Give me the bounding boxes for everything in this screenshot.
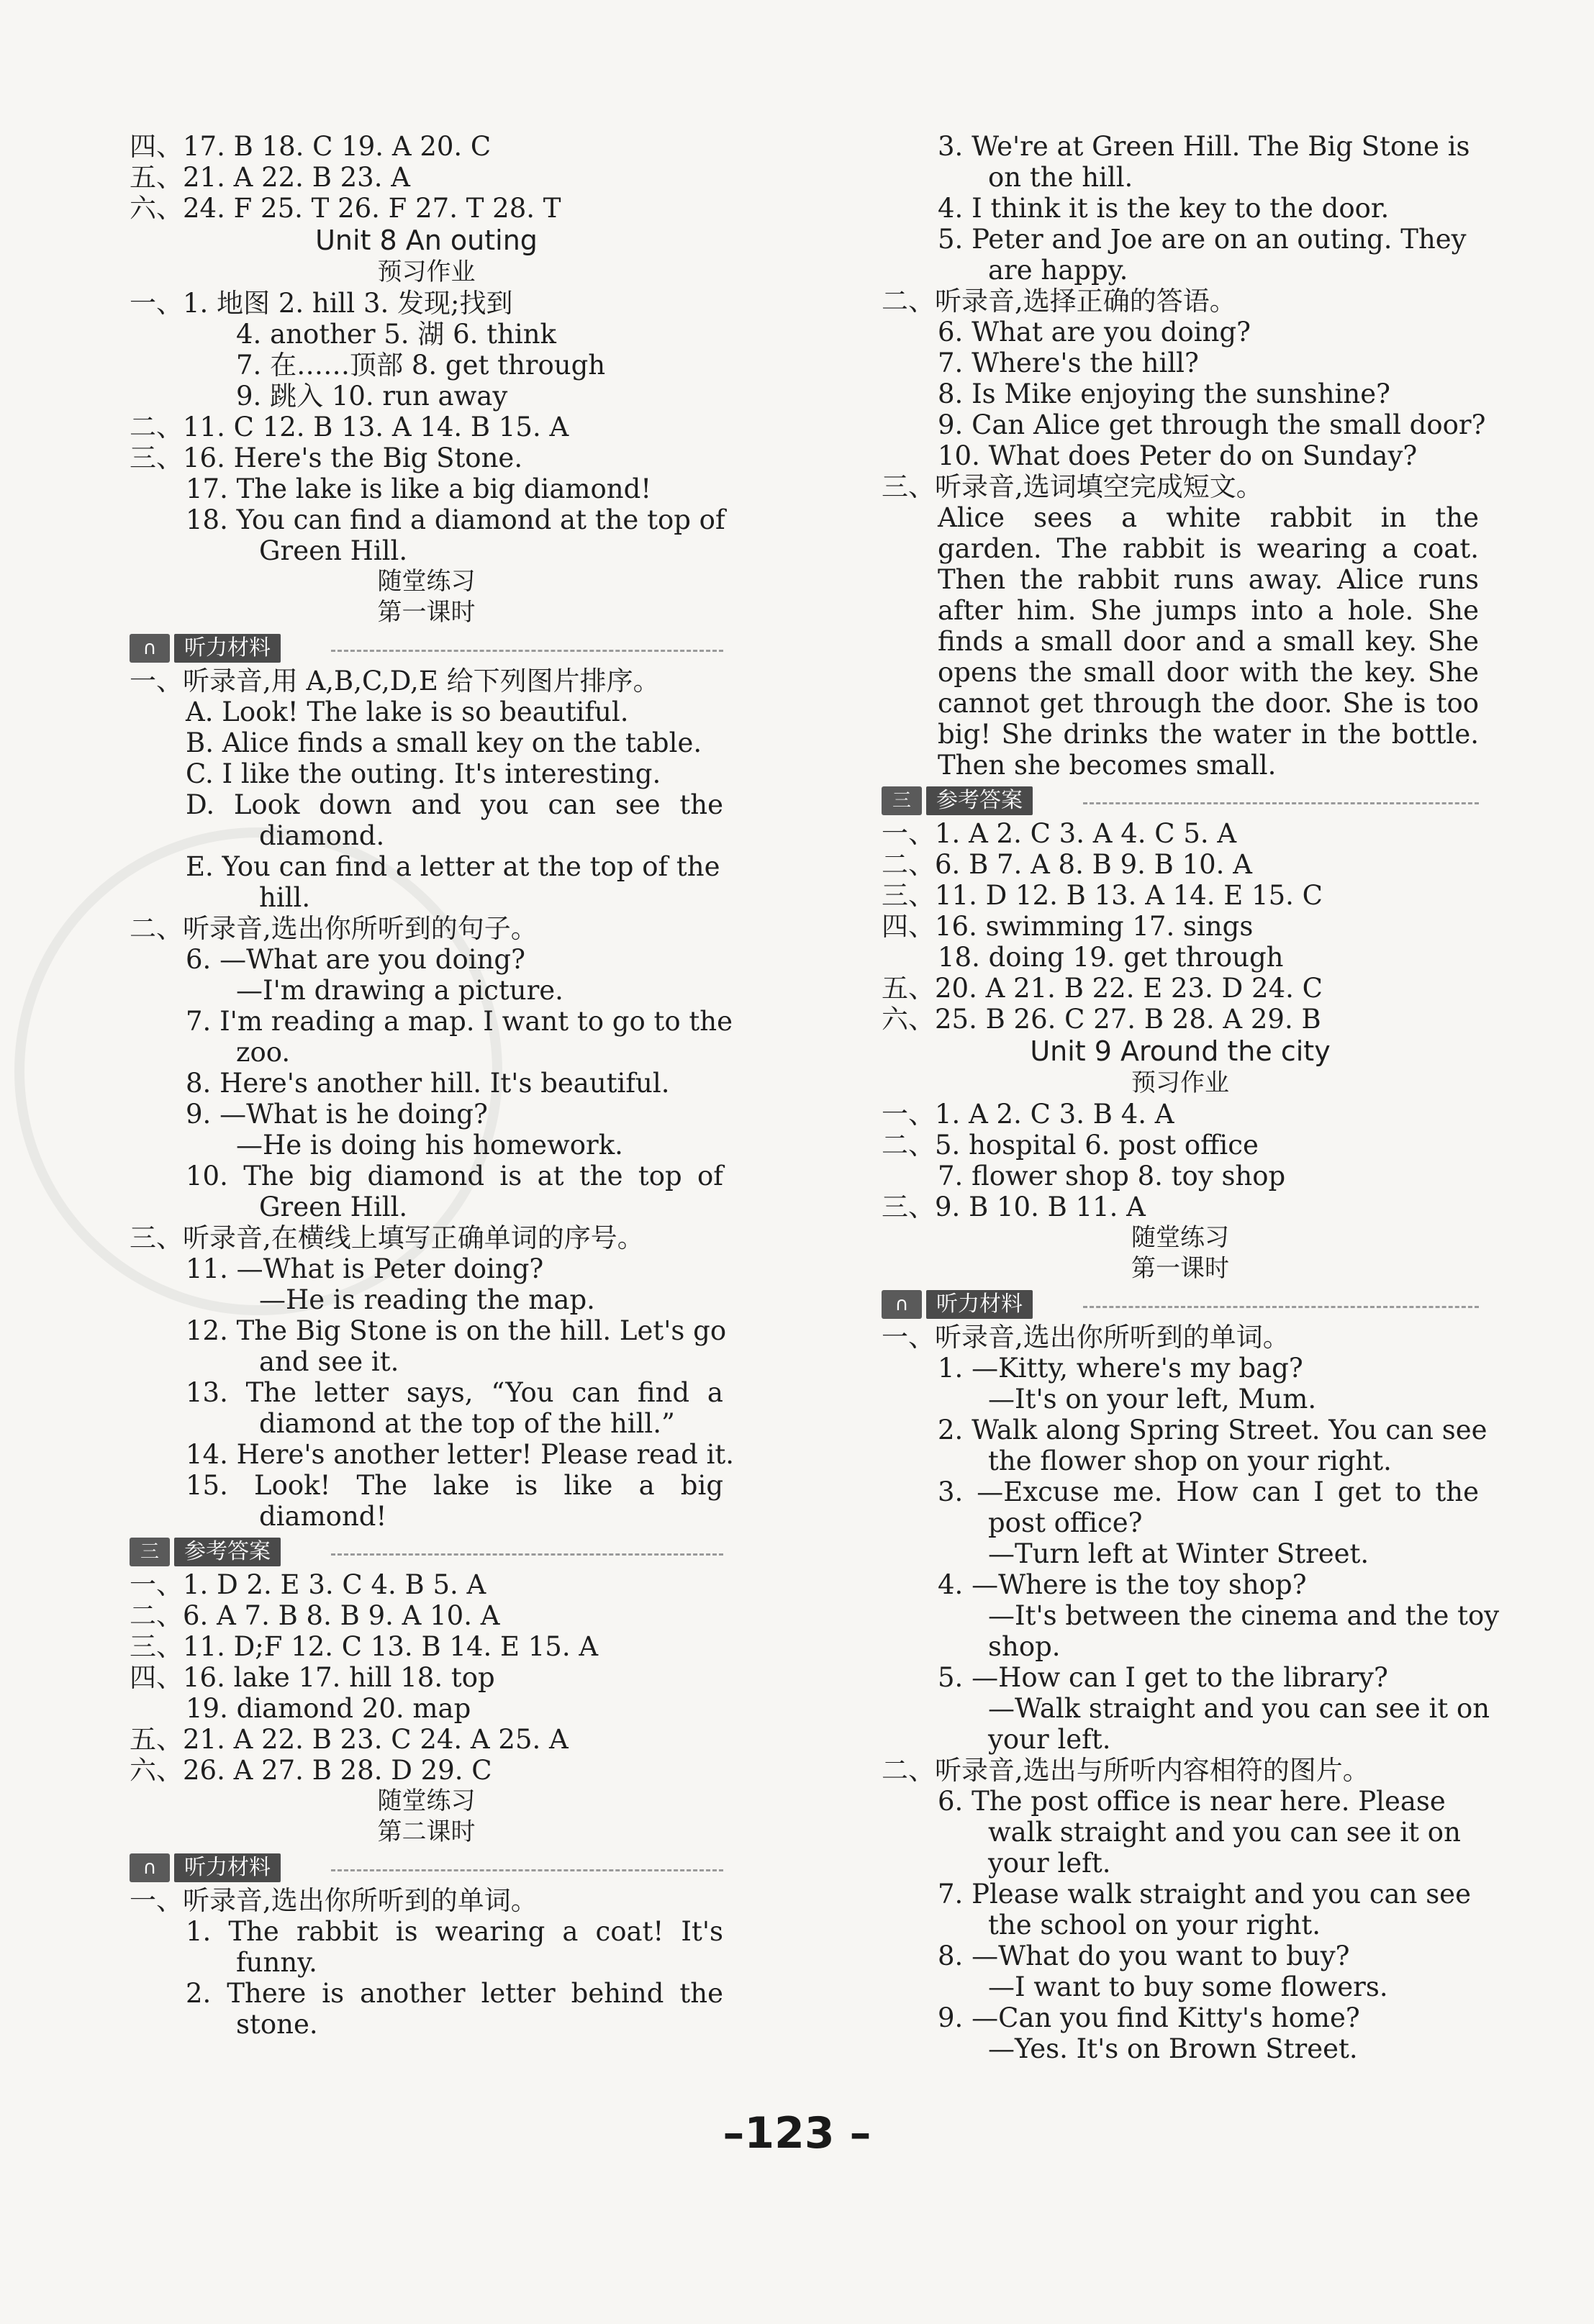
- text-line: 10. What does Peter do on Sunday?: [938, 440, 1418, 471]
- text-line: hill.: [259, 882, 311, 913]
- text-line: 8. —What do you want to buy?: [938, 1941, 1350, 1971]
- text-line: stone.: [236, 2009, 318, 2040]
- text-line: 六、26. A 27. B 28. D 29. C: [130, 1755, 492, 1786]
- headphones-icon: ∩: [130, 1853, 170, 1882]
- section-label: 参考答案: [174, 1538, 281, 1566]
- text-line: opens the small door with the key. She: [938, 657, 1479, 688]
- text-line: 一、听录音,选出你所听到的单词。: [130, 1885, 538, 1916]
- headphones-icon: ∩: [882, 1290, 922, 1319]
- text-line: Alice sees a white rabbit in the: [938, 502, 1479, 533]
- text-line: 四、17. B 18. C 19. A 20. C: [130, 131, 492, 162]
- text-line: 11. —What is Peter doing?: [186, 1253, 544, 1284]
- text-line: 13. The letter says, “You can find a: [186, 1377, 723, 1408]
- text-line: 三、听录音,在横线上填写正确单词的序号。: [130, 1222, 644, 1253]
- text-line: 四、16. swimming 17. sings: [882, 911, 1254, 942]
- text-line: diamond!: [259, 1501, 387, 1532]
- text-line: 二、听录音,选出与所听内容相符的图片。: [882, 1755, 1369, 1786]
- dashed-divider: [331, 1869, 723, 1871]
- text-line: Then she becomes small.: [938, 750, 1277, 781]
- section-label: 参考答案: [926, 786, 1033, 815]
- text-line: 8. Here's another hill. It's beautiful.: [186, 1068, 670, 1099]
- text-line: 三、9. B 10. B 11. A: [882, 1191, 1146, 1222]
- text-line: 6. What are you doing?: [938, 317, 1251, 348]
- text-line: B. Alice finds a small key on the table.: [186, 727, 702, 758]
- text-line: 5. —How can I get to the library?: [938, 1662, 1388, 1693]
- text-line: —It's on your left, Mum.: [988, 1384, 1317, 1415]
- text-line: 6. The post office is near here. Please: [938, 1786, 1446, 1817]
- text-line: 9. —What is he doing?: [186, 1099, 488, 1130]
- text-line: diamond at the top of the hill.”: [259, 1408, 675, 1439]
- text-line: Green Hill.: [259, 535, 408, 566]
- text-line: 二、11. C 12. B 13. A 14. B 15. A: [130, 412, 569, 442]
- text-line: after him. She jumps into a hole. She: [938, 595, 1479, 626]
- text-line: on the hill.: [988, 162, 1133, 193]
- text-line: 7. Where's the hill?: [938, 348, 1199, 378]
- text-line: 一、1. 地图 2. hill 3. 发现;找到: [130, 288, 513, 319]
- text-line: —He is doing his homework.: [236, 1130, 623, 1161]
- text-line: C. I like the outing. It's interesting.: [186, 758, 661, 789]
- section-label: 听力材料: [926, 1290, 1033, 1319]
- text-line: 4. —Where is the toy shop?: [938, 1569, 1307, 1600]
- text-line: 5. Peter and Joe are on an outing. They: [938, 224, 1467, 255]
- section-label: 听力材料: [174, 1853, 281, 1882]
- dashed-divider: [1083, 802, 1479, 804]
- text-line: 1. —Kitty, where's my bag?: [938, 1353, 1303, 1384]
- dashed-divider: [331, 650, 723, 652]
- text-line: —He is reading the map.: [259, 1284, 595, 1315]
- section-subtitle: 随堂练习: [1131, 1223, 1229, 1252]
- section-subtitle: 预习作业: [1131, 1068, 1229, 1097]
- text-line: 二、6. B 7. A 8. B 9. B 10. A: [882, 849, 1252, 880]
- text-line: 18. You can find a diamond at the top of: [186, 504, 725, 535]
- dashed-divider: [1083, 1306, 1479, 1308]
- text-line: 三、11. D;F 12. C 13. B 14. E 15. A: [130, 1631, 599, 1662]
- text-line: 18. doing 19. get through: [938, 942, 1284, 973]
- text-line: shop.: [988, 1631, 1061, 1662]
- section-subtitle: 第一课时: [1131, 1254, 1229, 1283]
- text-line: 一、听录音,选出你所听到的单词。: [882, 1322, 1290, 1353]
- right-column: [882, 131, 1500, 2064]
- text-line: 六、24. F 25. T 26. F 27. T 28. T: [130, 193, 561, 224]
- text-line: —I'm drawing a picture.: [236, 975, 563, 1006]
- section-header: [130, 1536, 723, 1568]
- text-line: —Yes. It's on Brown Street.: [988, 2033, 1358, 2064]
- text-line: 9. 跳入 10. run away: [236, 381, 508, 412]
- headphones-icon: ∩: [130, 634, 170, 663]
- unit-title: Unit 8 An outing: [315, 224, 538, 256]
- text-line: Green Hill.: [259, 1191, 408, 1222]
- section-header: [882, 1289, 1479, 1320]
- unit-title: Unit 9 Around the city: [1030, 1035, 1331, 1067]
- text-line: 19. diamond 20. map: [186, 1693, 471, 1724]
- text-line: 7. I'm reading a map. I want to go to the: [186, 1006, 733, 1037]
- section-subtitle: 随堂练习: [377, 1787, 476, 1815]
- text-line: 14. Here's another letter! Please read it.: [186, 1439, 735, 1470]
- text-line: your left.: [988, 1724, 1111, 1755]
- text-line: 7. Please walk straight and you can see: [938, 1879, 1471, 1910]
- text-line: post office?: [988, 1507, 1143, 1538]
- text-line: 二、5. hospital 6. post office: [882, 1130, 1259, 1161]
- answer-icon: 三: [882, 786, 922, 815]
- text-line: 三、16. Here's the Big Stone.: [130, 442, 523, 473]
- text-line: 9. Can Alice get through the small door?: [938, 409, 1486, 440]
- answer-icon: 三: [130, 1538, 170, 1566]
- text-line: and see it.: [259, 1346, 399, 1377]
- text-line: —I want to buy some flowers.: [988, 1971, 1388, 2002]
- text-line: 二、听录音,选择正确的答语。: [882, 286, 1236, 317]
- text-line: 一、1. D 2. E 3. C 4. B 5. A: [130, 1569, 486, 1600]
- text-line: 7. 在……顶部 8. get through: [236, 350, 606, 381]
- text-line: 7. flower shop 8. toy shop: [938, 1161, 1286, 1191]
- text-line: 8. Is Mike enjoying the sunshine?: [938, 378, 1390, 409]
- text-line: funny.: [236, 1947, 317, 1978]
- section-label: 听力材料: [174, 634, 281, 663]
- text-line: 17. The lake is like a big diamond!: [186, 473, 652, 504]
- text-line: 4. another 5. 湖 6. think: [236, 319, 556, 350]
- dashed-divider: [331, 1553, 723, 1556]
- text-line: diamond.: [259, 820, 385, 851]
- text-line: walk straight and you can see it on: [988, 1817, 1461, 1848]
- text-line: Then the rabbit runs away. Alice runs: [938, 564, 1479, 595]
- page-number: –123 –: [723, 2108, 871, 2159]
- text-line: 9. —Can you find Kitty's home?: [938, 2002, 1360, 2033]
- text-line: 3. —Excuse me. How can I get to the: [938, 1476, 1479, 1507]
- text-line: 一、1. A 2. C 3. B 4. A: [882, 1099, 1174, 1130]
- text-line: 五、20. A 21. B 22. E 23. D 24. C: [882, 973, 1323, 1004]
- left-column: [130, 131, 735, 2040]
- text-line: 五、21. A 22. B 23. A: [130, 162, 410, 193]
- text-line: garden. The rabbit is wearing a coat.: [938, 533, 1479, 564]
- text-line: cannot get through the door. She is too: [938, 688, 1479, 719]
- text-line: finds a small door and a small key. She: [938, 626, 1479, 657]
- text-line: big! She drinks the water in the bottle.: [938, 719, 1479, 750]
- section-subtitle: 第一课时: [377, 598, 476, 627]
- text-line: zoo.: [236, 1037, 291, 1068]
- text-line: are happy.: [988, 255, 1128, 286]
- section-subtitle: 预习作业: [377, 258, 476, 286]
- section-subtitle: 第二课时: [377, 1817, 476, 1846]
- text-line: 五、21. A 22. B 23. C 24. A 25. A: [130, 1724, 569, 1755]
- text-line: 二、听录音,选出你所听到的句子。: [130, 913, 538, 944]
- text-line: 2. Walk along Spring Street. You can see: [938, 1415, 1487, 1445]
- section-header: [130, 632, 723, 664]
- text-line: 一、听录音,用 A,B,C,D,E 给下列图片排序。: [130, 666, 660, 696]
- text-line: —Turn left at Winter Street.: [988, 1538, 1369, 1569]
- text-line: —It's between the cinema and the toy: [988, 1600, 1500, 1631]
- text-line: the flower shop on your right.: [988, 1445, 1392, 1476]
- text-line: E. You can find a letter at the top of the: [186, 851, 720, 882]
- text-line: 3. We're at Green Hill. The Big Stone is: [938, 131, 1470, 162]
- text-line: 4. I think it is the key to the door.: [938, 193, 1390, 224]
- text-line: —Walk straight and you can see it on: [988, 1693, 1490, 1724]
- text-line: A. Look! The lake is so beautiful.: [186, 696, 629, 727]
- text-line: 六、25. B 26. C 27. B 28. A 29. B: [882, 1004, 1321, 1035]
- section-header: [130, 1852, 723, 1884]
- text-line: 二、6. A 7. B 8. B 9. A 10. A: [130, 1600, 500, 1631]
- text-line: 12. The Big Stone is on the hill. Let's go: [186, 1315, 727, 1346]
- text-line: 四、16. lake 17. hill 18. top: [130, 1662, 495, 1693]
- text-line: 10. The big diamond is at the top of: [186, 1161, 723, 1191]
- text-line: 三、11. D 12. B 13. A 14. E 15. C: [882, 880, 1323, 911]
- text-line: D. Look down and you can see the: [186, 789, 723, 820]
- text-line: 6. —What are you doing?: [186, 944, 525, 975]
- text-line: 2. There is another letter behind the: [186, 1978, 723, 2009]
- section-header: [882, 785, 1479, 817]
- text-line: 15. Look! The lake is like a big: [186, 1470, 723, 1501]
- text-line: 1. The rabbit is wearing a coat! It's: [186, 1916, 723, 1947]
- text-line: 一、1. A 2. C 3. A 4. C 5. A: [882, 818, 1237, 849]
- text-line: 三、听录音,选词填空完成短文。: [882, 471, 1263, 502]
- text-line: the school on your right.: [988, 1910, 1321, 1941]
- section-subtitle: 随堂练习: [377, 567, 476, 596]
- text-line: your left.: [988, 1848, 1111, 1879]
